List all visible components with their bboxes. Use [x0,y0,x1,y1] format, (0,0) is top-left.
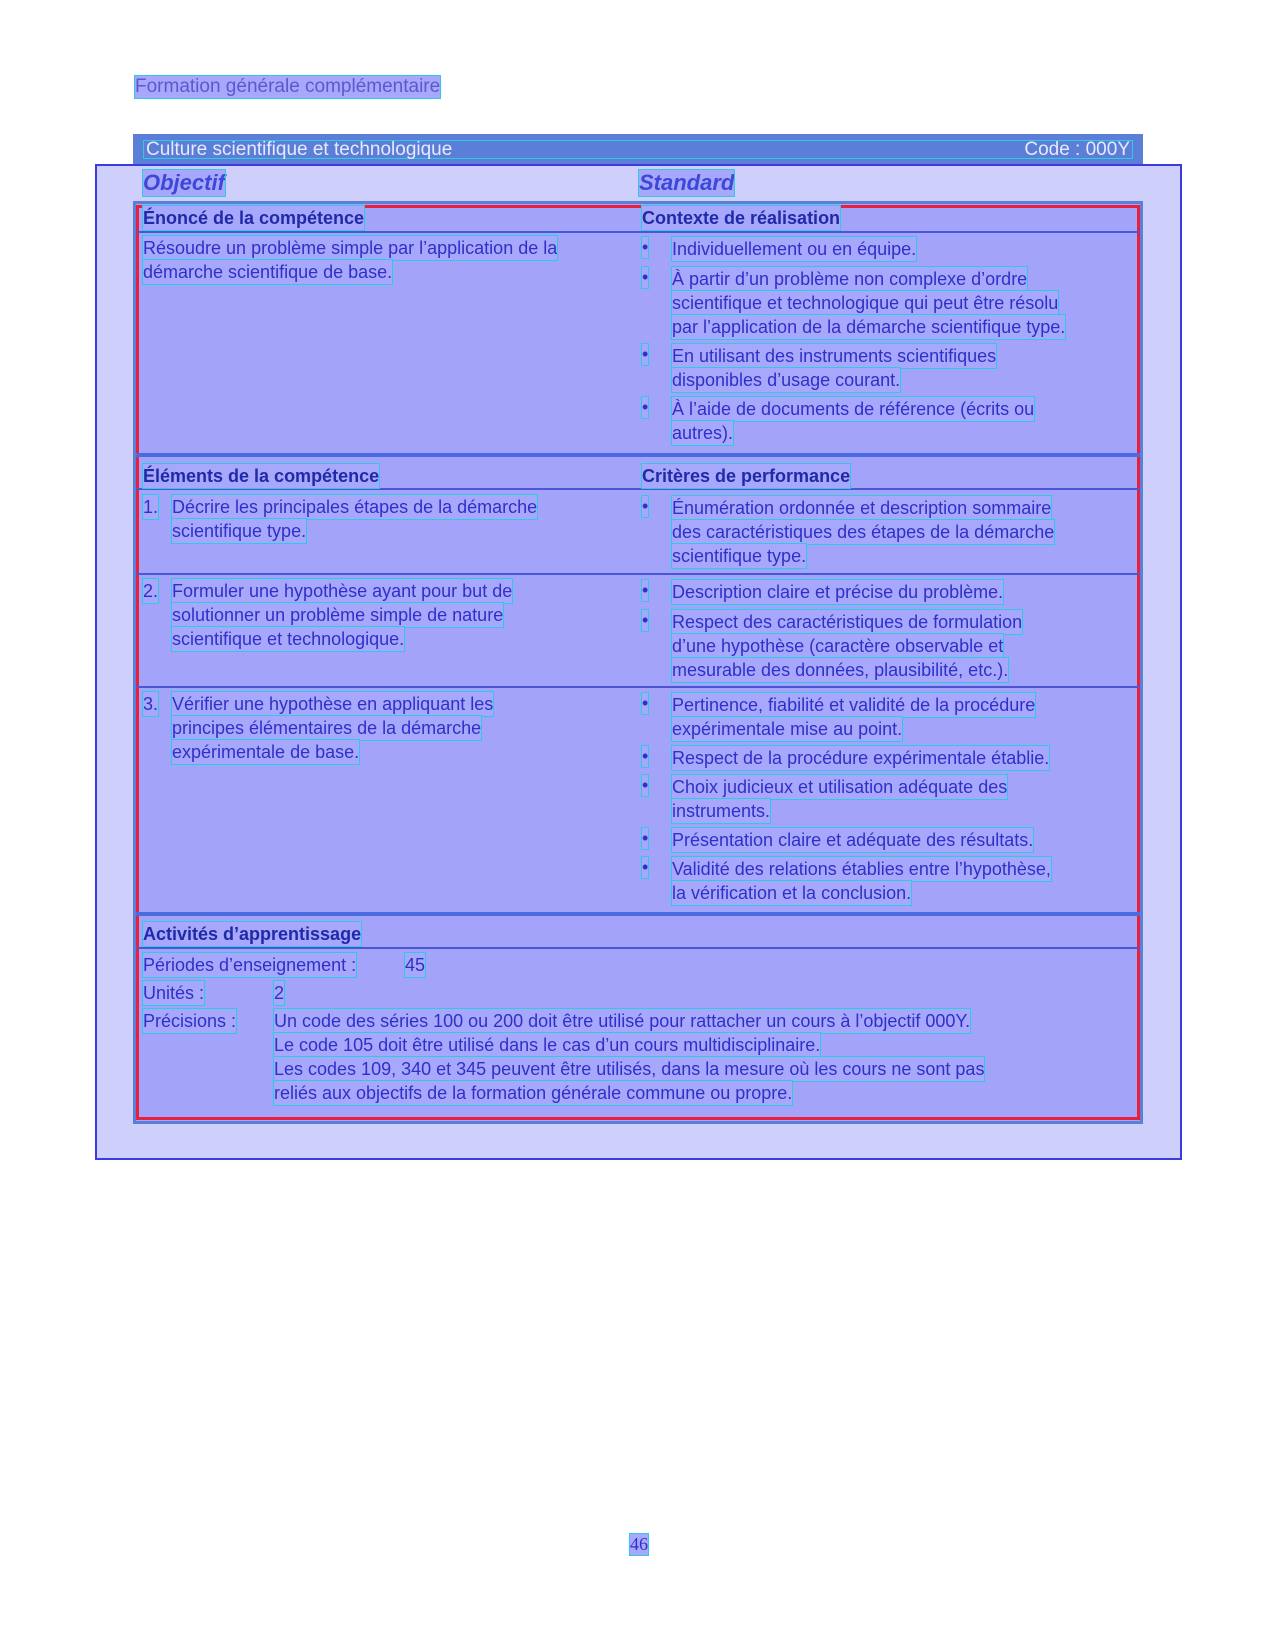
row-divider [136,947,1140,949]
bullet-icon: • [642,237,649,257]
criterion-line: la vérification et la conclusion. [672,883,912,903]
running-header: Formation générale complémentaire [135,76,441,97]
criterion-line: mesurable des données, plausibilité, etc.). [672,660,1009,680]
page-number: 46 [630,1534,648,1554]
element-text-line: scientifique type. [172,521,307,541]
elements-heading: Éléments de la compétence [143,466,380,486]
bullet-icon: • [642,610,649,630]
contexte-item: En utilisant des instruments scientifiques [672,346,997,366]
element-text-line: scientifique et technologique. [172,629,405,649]
element-number: 2. [143,581,159,601]
bullet-icon: • [642,397,649,417]
element-number: 1. [143,497,159,517]
periodes-label: Périodes d’enseignement : [143,955,357,975]
banner-row [143,140,1133,159]
bullet-icon: • [642,775,649,795]
unites-value: 2 [274,983,285,1003]
row-divider [136,488,1140,490]
enonce-text-line: Résoudre un problème simple par l’application de la [143,238,558,258]
criteres-heading: Critères de performance [642,466,851,486]
precisions-line: reliés aux objectifs de la formation générale commune ou propre. [274,1083,793,1103]
element-text-line: expérimentale de base. [172,742,360,762]
contexte-item: scientifique et technologique qui peut être résolu [672,293,1059,313]
bullet-icon: • [642,828,649,848]
activites-heading: Activités d’apprentissage [143,924,362,944]
banner-code: Code : 000Y [1024,139,1130,160]
contexte-item: Individuellement ou en équipe. [672,239,917,259]
contexte-item: disponibles d’usage courant. [672,370,901,390]
criterion-line: scientifique type. [672,546,807,566]
bullet-icon: • [642,496,649,516]
criterion-line: Respect des caractéristiques de formulation [672,612,1023,632]
row-divider [136,573,1140,575]
contexte-item: autres). [672,423,734,443]
bullet-icon: • [642,267,649,287]
criterion-line: Énumération ordonnée et description sommaire [672,498,1052,518]
section-divider [136,912,1140,916]
element-number: 3. [143,694,159,714]
contexte-item: À l’aide de documents de référence (écrits ou [672,399,1035,419]
bullet-icon: • [642,693,649,713]
precisions-line: Les codes 109, 340 et 345 peuvent être utilisés, dans la mesure où les cours ne sont pas [274,1059,985,1079]
unites-label: Unités : [143,983,205,1003]
element-text-line: Formuler une hypothèse ayant pour but de [172,581,513,601]
bullet-icon: • [642,580,649,600]
row-divider [136,231,1140,233]
element-text-line: solutionner un problème simple de nature [172,605,504,625]
objectif-subheader: Objectif [143,170,225,195]
criterion-line: Description claire et précise du problème. [672,582,1004,602]
row-divider [136,686,1140,688]
criterion-line: Pertinence, fiabilité et validité de la procédure [672,695,1036,715]
precisions-label: Précisions : [143,1011,237,1031]
precisions-line: Un code des séries 100 ou 200 doit être utilisé pour rattacher un cours à l’objectif 000Y. [274,1011,971,1031]
criterion-line: Respect de la procédure expérimentale établie. [672,748,1050,768]
banner-title: Culture scientifique et technologique [146,139,453,160]
criterion-line: Présentation claire et adéquate des résultats. [672,830,1034,850]
element-text-line: Décrire les principales étapes de la démarche [172,497,538,517]
precisions-line: Le code 105 doit être utilisé dans le cas d’un cours multidisciplinaire. [274,1035,821,1055]
element-text-line: Vérifier une hypothèse en appliquant les [172,694,494,714]
bullet-icon: • [642,344,649,364]
standard-subheader: Standard [639,170,735,195]
bullet-icon: • [642,857,649,877]
enonce-text-line: démarche scientifique de base. [143,262,393,282]
section-divider [136,453,1140,457]
element-text-line: principes élémentaires de la démarche [172,718,482,738]
criterion-line: expérimentale mise au point. [672,719,903,739]
contexte-item: par l’application de la démarche scientifique type. [672,317,1066,337]
criterion-line: Choix judicieux et utilisation adéquate des [672,777,1008,797]
bullet-icon: • [642,746,649,766]
periodes-value: 45 [405,955,426,975]
contexte-item: À partir d’un problème non complexe d’ordre [672,269,1028,289]
enonce-heading: Énoncé de la compétence [143,208,365,228]
criterion-line: des caractéristiques des étapes de la démarche [672,522,1055,542]
criterion-line: instruments. [672,801,771,821]
criterion-line: d’une hypothèse (caractère observable et [672,636,1004,656]
criterion-line: Validité des relations établies entre l’hypothèse, [672,859,1051,879]
contexte-heading: Contexte de réalisation [642,208,841,228]
